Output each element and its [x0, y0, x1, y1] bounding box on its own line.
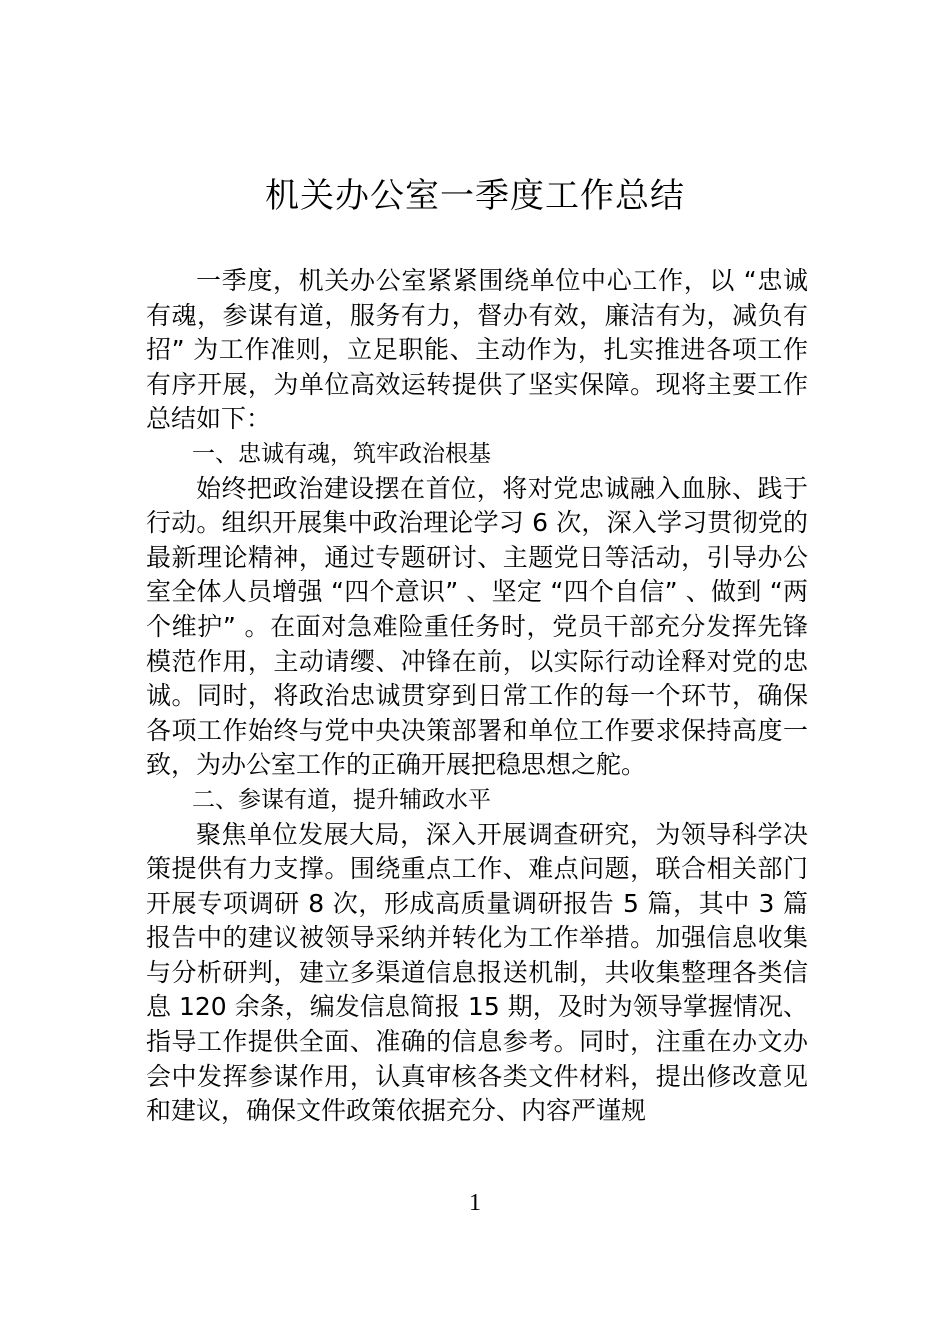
section-heading-2: 二、参谋有道，提升辅政水平: [192, 786, 491, 813]
document-title: 机关办公室一季度工作总结: [265, 176, 685, 216]
section-body-1: 始终把政治建设摆在首位，将对党忠诚融入血脉、践于行动。组织开展集中政治理论学习 6 次，深入学习贯彻党的最新理论精神，通过专题研讨、主题党日等活动，引导办公室全体人员增强 “四个意识” 、坚定 “四个自信” 、做到 “两个维护” 。在面对急难险重任务时，党员干部充分发挥先锋模范作用，主动请缨、冲锋在前，以实际行动诠释对党的忠诚。同时，将政治忠诚贯穿到日常工作的每一个环节，确保各项工作始终与党中央决策部署和单位工作要求保持高度一致，为办公室工作的正确开展把稳思想之舵。: [146, 473, 808, 780]
page-number: 1: [469, 1190, 481, 1216]
section-body-2: 聚焦单位发展大局，深入开展调查研究，为领导科学决策提供有力支撑。围绕重点工作、难点问题，联合相关部门开展专项调研 8 次，形成高质量调研报告 5 篇，其中 3 篇报告中的建议被领导采纳并转化为工作举措。加强信息收集与分析研判，建立多渠道信息报送机制，共收集整理各类信息 120 余条，编发信息简报 15 期，及时为领导掌握情况、指导工作提供全面、准确的信息参考。同时，注重在办文办会中发挥参谋作用，认真审核各类文件材料，提出修改意见和建议，确保文件政策依据充分、内容严谨规: [146, 819, 808, 1126]
intro-paragraph: 一季度，机关办公室紧紧围绕单位中心工作，以 “忠诚有魂，参谋有道，服务有力，督办有效，廉洁有为，减负有招” 为工作准则，立足职能、主动作为，扎实推进各项工作有序开展，为单位高效运转提供了坚实保障。现将主要工作总结如下：: [146, 266, 808, 434]
document-body: [146, 264, 808, 1129]
section-heading-1: 一、忠诚有魂，筑牢政治根基: [192, 440, 491, 467]
